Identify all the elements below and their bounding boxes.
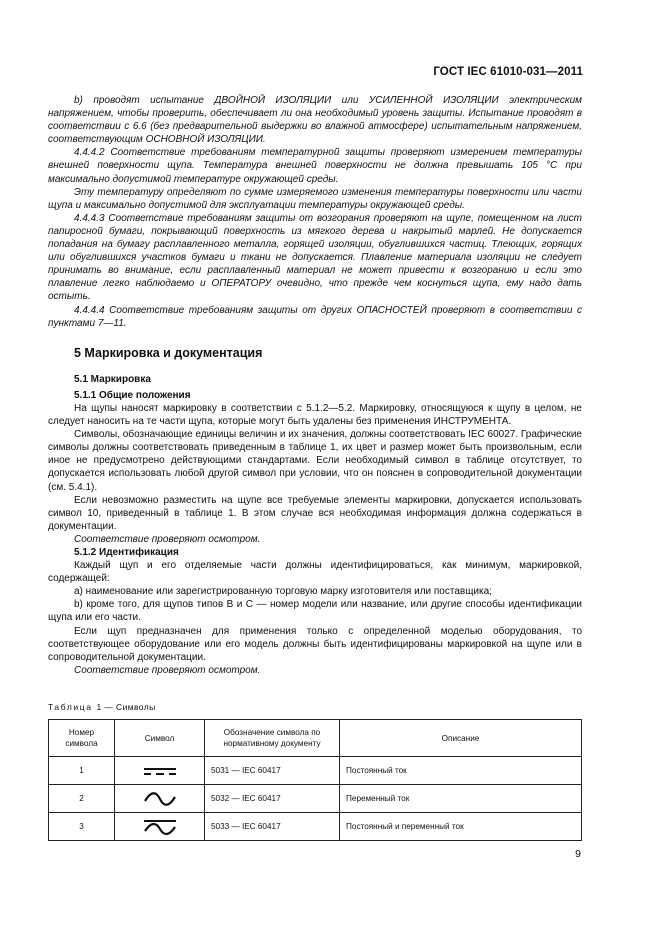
direct-current-icon (142, 765, 178, 777)
document-body (48, 94, 582, 677)
table-caption-word: Таблица (48, 702, 93, 712)
header-symbol: Символ (115, 720, 205, 757)
cell-desc: Постоянный ток (340, 757, 582, 785)
cell-num: 1 (49, 757, 115, 785)
table-header-row (49, 720, 582, 757)
subsection-heading: 5.1.1 Общие положения (74, 389, 191, 401)
table-row (49, 785, 582, 813)
cell-desc: Переменный ток (340, 785, 582, 813)
paragraph: Соответствие проверяют осмотром. (74, 664, 261, 676)
paragraph: Соответствие проверяют осмотром. (74, 533, 261, 545)
paragraph: 4.4.4.3 Соответствие требованиям защиты от возгорания проверяют на щупе, помещенном на лист папиросной бумаги, покрывающий поверхность из мягкого дерева и накрытый марлей. Не допускается попадания на бумагу расплавленного металла, горящей изоляции, обуглившихся частиц. Тлеющих, горящих или обуглившихся участков бумаги и ткани не допускается. Плавление материала изоляции не следует принимать во внимание, если расплавленный материал не может привести к возгоранию и если это плавление легко наблюдаемо и ОПЕРАТОРУ очевидно, что прежде чем коснуться щупа, ему надо дать остыть. (48, 212, 582, 303)
header-ref: Обозначение символа по нормативному документу (205, 720, 340, 757)
page-number: 9 (575, 848, 581, 860)
section-title: 5 Маркировка и документация (74, 345, 263, 360)
table-row (49, 813, 582, 841)
alternating-current-icon (142, 791, 178, 807)
header-num: Номер символа (49, 720, 115, 757)
both-current-icon (142, 818, 178, 836)
cell-num: 3 (49, 813, 115, 841)
cell-symbol (115, 813, 205, 841)
cell-symbol (115, 757, 205, 785)
cell-ref: 5033 — IEC 60417 (205, 813, 340, 841)
paragraph: b) проводят испытание ДВОЙНОЙ ИЗОЛЯЦИИ или УСИЛЕННОЙ ИЗОЛЯЦИИ электрическим напряжением, чтобы проверить, обеспечивает ли она необходимый уровень защиты. Испытание проводят в соответствии с 6.6 (без предварительной выдержки во влажной атмосфере) испытательным напряжением, соответствующим ОСНОВНОЙ ИЗОЛЯЦИИ. (48, 95, 582, 146)
cell-symbol (115, 785, 205, 813)
list-item: b) кроме того, для щупов типов В и С — номер модели или название, или другие способы идентификации щупа или его части. (48, 599, 582, 624)
cell-desc: Постоянный и переменный ток (340, 813, 582, 841)
cell-ref: 5032 — IEC 60417 (205, 785, 340, 813)
list-item: a) наименование или зарегистрированную торговую марку изготовителя или поставщика; (74, 586, 492, 598)
paragraph: Если невозможно разместить на щупе все требуемые элементы маркировки, допускается использовать символ 10, приведенный в таблице 1. В этом случае вся необходимая информация должна содержаться в документации. (48, 494, 582, 532)
cell-num: 2 (49, 785, 115, 813)
document-header: ГОСТ IEC 61010-031—2011 (433, 66, 583, 78)
paragraph: На щупы наносят маркировку в соответствии с 5.1.2—5.2. Маркировку, относящуюся к щупу в целом, не следует наносить на те части щупа, которые могут быть удалены без применения ИНСТРУМЕНТА. (48, 402, 582, 428)
subsection-heading: 5.1.2 Идентификация (74, 547, 179, 558)
paragraph: 4.4.4.4 Соответствие требованиям защиты от других ОПАСНОСТЕЙ проверяют в соответствии с пунктами 7—11. (48, 304, 582, 329)
cell-ref: 5031 — IEC 60417 (205, 757, 340, 785)
symbols-table (48, 719, 582, 841)
table-row (49, 757, 582, 785)
paragraph: Если щуп предназначен для применения только с определенной моделью оборудования, то соответствующее оборудование или его модель должны быть идентифицированы маркировкой на щупе или в сопроводительной документации. (48, 625, 582, 663)
header-desc: Описание (340, 720, 582, 757)
paragraph: 4.4.4.2 Соответствие требованиям температурной защиты проверяют измерением температуры внешней поверхности щупа. Температура внешней поверхности не должна превышать 105 °С при максимально допустимой температуре окружающей среды. (48, 147, 582, 185)
subsection-heading: 5.1 Маркировка (74, 373, 151, 385)
paragraph: Каждый щуп и его отделяемые части должны идентифицироваться, как минимум, маркировкой, содержащей: (48, 560, 582, 585)
table-caption-title: 1 — Символы (96, 702, 156, 712)
paragraph: Символы, обозначающие единицы величин и их значения, должны соответствовать IEC 60027. Графические символы должны соответствовать приведенным в таблице 1, их цвет и размер может быть произвольным, если иное не предусмотрено действующими стандартами. Если необходимый символ в таблице отсутствует, то допускается использовать любой другой символ при условии, что он пояснен в сопроводительной документации (см. 5.4.1). (48, 429, 582, 493)
table-caption (48, 702, 156, 712)
paragraph: Эту температуру определяют по сумме измеряемого изменения температуры поверхности или части щупа и максимально допустимой для эксплуатации температуры окружающей среды. (48, 186, 582, 211)
